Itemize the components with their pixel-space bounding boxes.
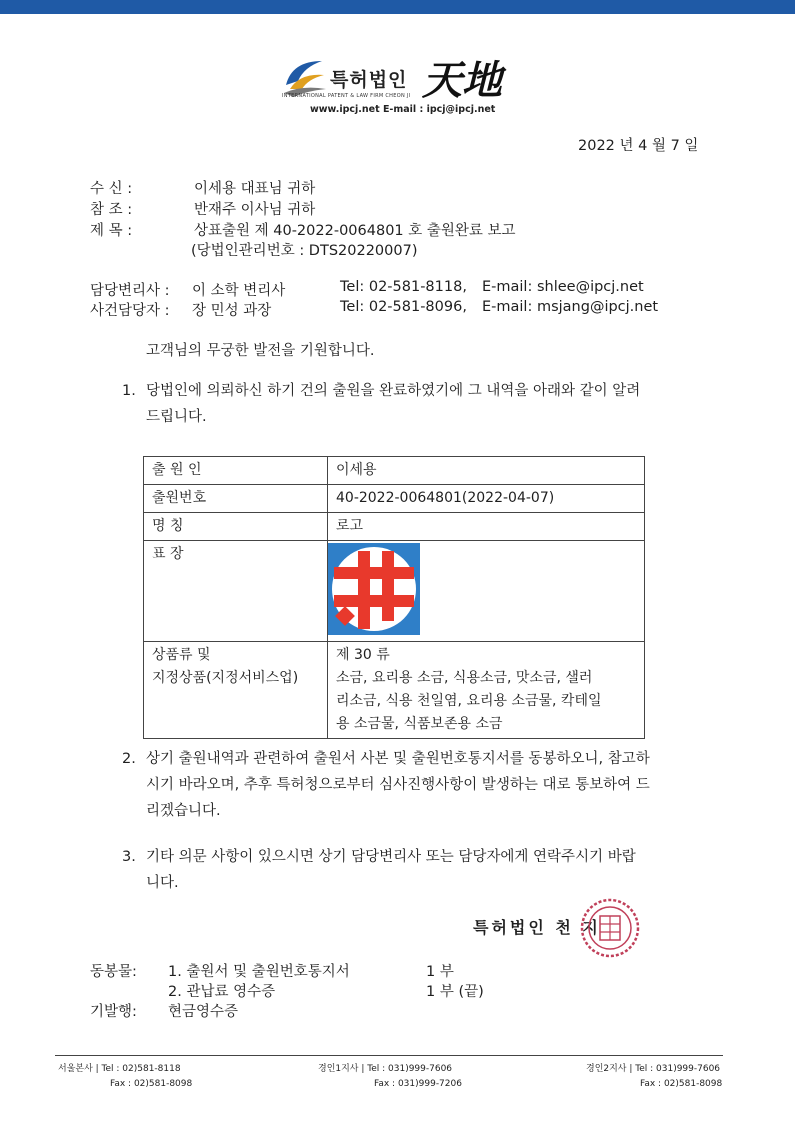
goods-class: 제 30 류 [336, 647, 390, 663]
goods-label-line-1: 상품류 및 [152, 647, 211, 663]
staff-label: 사건담당자 : [90, 303, 170, 319]
table-row [144, 642, 645, 739]
paragraph-2-line-3: 리겠습니다. [146, 803, 221, 819]
trademark-mark-image [328, 543, 420, 635]
logo-subtitle: INTERNATIONAL PATENT & LAW FIRM CHEON JI [282, 93, 411, 99]
paragraph-3-line-2: 니다. [146, 875, 179, 891]
subject-ref: (당법인관리번호 : DTS20220007) [191, 243, 418, 259]
enclosures-label: 동봉물: [90, 964, 137, 980]
footer-gyeongin1-fax: Fax : 031)999-7206 [374, 1079, 462, 1089]
goods-line-2: 리소금, 식용 천일염, 요리용 소금물, 칵테일 [336, 693, 602, 709]
paragraph-2-line-2: 시기 바라오며, 추후 특허청으로부터 심사진행사항이 발생하는 대로 통보하여 드 [146, 777, 650, 793]
table-row [144, 457, 645, 485]
enclosure-item-1: 1. 출원서 및 출원번호통지서 [168, 964, 350, 980]
paragraph-2-number: 2. [122, 751, 136, 767]
goods-label-line-2: 지정상품(지정서비스업) [152, 670, 299, 686]
logo-chinese-text: 天地 [422, 57, 502, 104]
goods-line-3: 용 소금물, 식품보존용 소금 [336, 716, 503, 732]
footer-gyeongin2-fax: Fax : 02)581-8098 [640, 1079, 723, 1089]
attorney-tel: Tel: 02-581-8118, [340, 279, 467, 295]
table-row [144, 485, 645, 513]
issued-label: 기발행: [90, 1004, 137, 1020]
paragraph-1-number: 1. [122, 383, 136, 399]
applicant-label: 출 원 인 [144, 457, 328, 485]
staff-tel: Tel: 02-581-8096, [340, 299, 467, 315]
firm-signature: 특허법인 천 지 [473, 918, 601, 937]
to-value: 이세용 대표님 귀하 [194, 181, 316, 197]
mark-label: 표 장 [144, 541, 328, 642]
applicant-value: 이세용 [328, 457, 645, 485]
application-table [143, 456, 645, 739]
to-label: 수 신 : [90, 181, 133, 197]
logo-korean-text: 특허법인 [330, 69, 408, 91]
application-number-value: 40-2022-0064801(2022-04-07) [328, 485, 645, 513]
staff-email: E-mail: msjang@ipcj.net [482, 299, 659, 315]
issued-value: 현금영수증 [168, 1004, 239, 1020]
table-row [144, 513, 645, 541]
paragraph-1-line-2: 드립니다. [146, 409, 207, 425]
cc-value: 반재주 이사님 귀하 [194, 202, 316, 218]
firm-logo [282, 47, 512, 121]
enclosure-item-2: 2. 관납료 영수증 [168, 984, 276, 1000]
paragraph-3-line-1: 기타 의문 사항이 있으시면 상기 담당변리사 또는 담당자에게 연락주시기 바랍 [146, 849, 636, 865]
website-email-line: www.ipcj.net E-mail : ipcj@ipcj.net [310, 104, 496, 115]
red-seal-stamp-icon [578, 896, 642, 960]
footer-gyeongin1-tel: 경인1지사 | Tel : 031)999-7606 [318, 1064, 453, 1074]
title-value: 로고 [328, 513, 645, 541]
attorney-name: 이 소학 변리사 [192, 283, 286, 299]
goods-line-1: 소금, 요리용 소금, 식용소금, 맛소금, 샐러 [336, 670, 593, 686]
title-label: 명 칭 [144, 513, 328, 541]
subject-label: 제 목 : [90, 223, 133, 239]
footer-divider [55, 1055, 723, 1056]
paragraph-2-line-1: 상기 출원내역과 관련하여 출원서 사본 및 출원번호통지서를 동봉하오니, 참고하 [146, 751, 650, 767]
footer-seoul-fax: Fax : 02)581-8098 [110, 1079, 193, 1089]
application-number-label: 출원번호 [144, 485, 328, 513]
greeting: 고객님의 무궁한 발전을 기원합니다. [146, 343, 375, 359]
table-row [144, 541, 645, 642]
paragraph-1-line-1: 당법인에 의뢰하신 하기 건의 출원을 완료하였기에 그 내역을 아래와 같이 알려 [146, 383, 641, 399]
goods-label [144, 642, 328, 739]
enclosure-item-1-qty: 1 부 [426, 964, 454, 980]
footer-seoul-tel: 서울본사 | Tel : 02)581-8118 [58, 1064, 181, 1074]
subject-value: 상표출원 제 40-2022-0064801 호 출원완료 보고 [194, 223, 516, 239]
attorney-email: E-mail: shlee@ipcj.net [482, 279, 644, 295]
cc-label: 참 조 : [90, 202, 133, 218]
goods-value [328, 642, 645, 739]
mark-cell [328, 541, 645, 642]
staff-name: 장 민성 과장 [192, 303, 272, 319]
document-date: 2022 년 4 월 7 일 [578, 138, 699, 154]
footer-gyeongin2-tel: 경인2지사 | Tel : 031)999-7606 [586, 1064, 721, 1074]
enclosure-item-2-qty: 1 부 (끝) [426, 984, 484, 1000]
attorney-label: 담당변리사 : [90, 283, 170, 299]
paragraph-3-number: 3. [122, 849, 136, 865]
top-color-bar [0, 0, 795, 14]
